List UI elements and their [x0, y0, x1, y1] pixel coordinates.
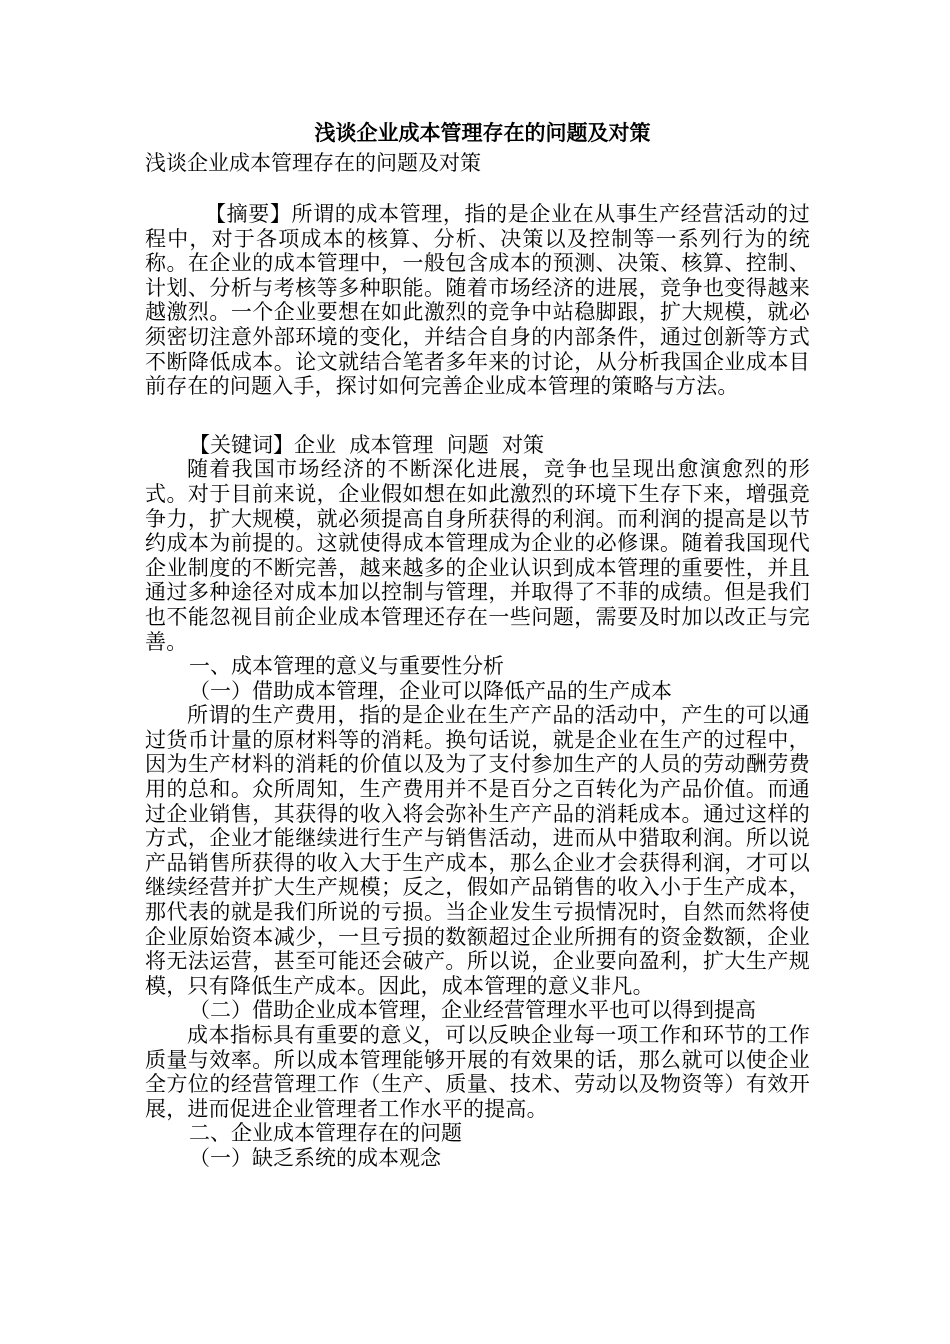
- section-1-1-heading: （一）借助成本管理，企业可以降低产品的生产成本: [189, 678, 672, 703]
- intro-paragraph: 随着我国市场经济的不断深化进展，竞争也呈现出愈演愈烈的形式。对于目前来说，企业假如想在如此激烈的环境下生存下来，增强竞争力，扩大规模，就必须提高自身所获得的利润。而利润的提高是以节约成本为前提的。这就使得成本管理成为企业的必修课。随着我国现代企业制度的不断完善，越来越多的企业认识到成本管理的重要性，并且通过多种途径对成本加以控制与管理，并取得了不菲的成绩。但是我们也不能忽视目前企业成本管理还存在一些问题，需要及时加以改正与完善。: [145, 457, 810, 654]
- section-1-2-heading: （二）借助企业成本管理，企业经营管理水平也可以得到提高: [189, 998, 756, 1023]
- keywords-line: 【关键词】企业 成本管理 问题 对策: [189, 432, 545, 457]
- section-2-1-heading: （一）缺乏系统的成本观念: [189, 1145, 441, 1170]
- spacer: [145, 178, 810, 202]
- section-1-heading: 一、成本管理的意义与重要性分析: [189, 654, 504, 679]
- document-title: 浅谈企业成本管理存在的问题及对策: [314, 120, 651, 145]
- abstract-paragraph: 【摘要】所谓的成本管理，指的是企业在从事生产经营活动的过程中，对于各项成本的核算、分析、决策以及控制等一系列行为的统称。在企业的成本管理中，一般包含成本的预测、决策、核算、控制、计划、分析与考核等多种职能。随着市场经济的进展，竞争也变得越来越激烈。一个企业要想在如此激烈的竞争中站稳脚跟，扩大规模，就必须密切注意外部环境的变化，并结合自身的内部条件，通过创新等方式不断降低成本。论文就结合笔者多年来的讨论，从分析我国企业成本目前存在的问题入手，探讨如何完善企业成本管理的策略与方法。: [145, 202, 810, 399]
- spacer: [145, 399, 810, 433]
- document-page: [145, 118, 810, 1171]
- section-2-heading: 二、企业成本管理存在的问题: [189, 1121, 462, 1146]
- section-1-1-body: 所谓的生产费用，指的是企业在生产产品的活动中，产生的可以通过货币计量的原材料等的消耗。换句话说，就是企业在生产的过程中，因为生产材料的消耗的价值以及为了支付参加生产的人员的劳动酬劳费用的总和。众所周知，生产费用并不是百分之百转化为产品价值。而通过企业销售，其获得的收入将会弥补生产产品的消耗成本。通过这样的方式，企业才能继续进行生产与销售活动，进而从中猎取利润。所以说产品销售所获得的收入大于生产成本，那么企业才会获得利润，才可以继续经营并扩大生产规模；反之，假如产品销售的收入小于生产成本，那代表的就是我们所说的亏损。当企业发生亏损情况时，自然而然将使企业原始资本减少，一旦亏损的数额超过企业所拥有的资金数额，企业将无法运营，甚至可能还会破产。所以说，企业要向盈利，扩大生产规模，只有降低生产成本。因此，成本管理的意义非凡。: [145, 703, 810, 998]
- document-subtitle: 浅谈企业成本管理存在的问题及对策: [145, 151, 481, 175]
- section-1-2-body: 成本指标具有重要的意义，可以反映企业每一项工作和环节的工作质量与效率。所以成本管理能够开展的有效果的话，那么就可以使企业全方位的经营管理工作（生产、质量、技术、劳动以及物资等）有效开展，进而促进企业管理者工作水平的提高。: [145, 1023, 810, 1121]
